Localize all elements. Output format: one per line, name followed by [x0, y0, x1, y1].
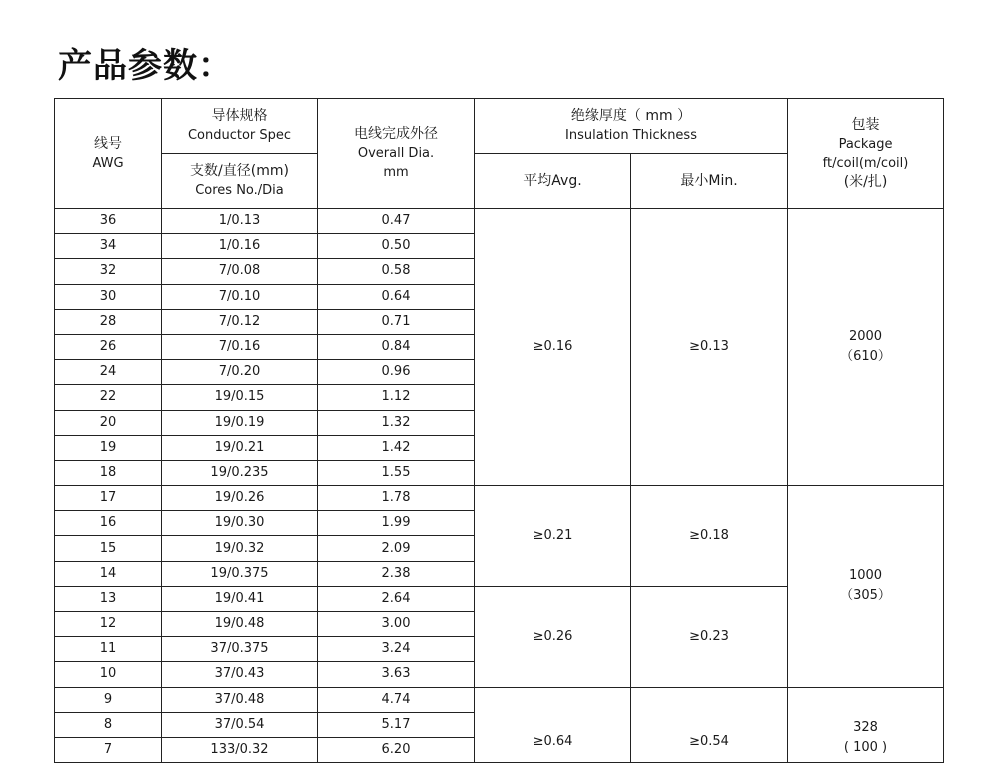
cell-awg: 7: [55, 737, 162, 762]
cell-spec: 37/0.43: [162, 662, 318, 687]
cell-spec: 1/0.16: [162, 234, 318, 259]
cell-awg: 17: [55, 486, 162, 511]
cell-package: 2000 （610）: [788, 209, 944, 486]
header-insulation-avg: 平均Avg.: [475, 154, 631, 209]
cell-spec: 7/0.20: [162, 360, 318, 385]
header-awg: 线号 AWG: [55, 99, 162, 209]
cell-dia: 1.42: [318, 435, 475, 460]
cell-spec: 19/0.26: [162, 486, 318, 511]
table-row: [55, 687, 944, 712]
cell-spec: 1/0.13: [162, 209, 318, 234]
cell-spec: 19/0.48: [162, 612, 318, 637]
header-insulation-thickness: 绝缘厚度（ mm ） Insulation Thickness: [475, 99, 788, 154]
cell-awg: 8: [55, 712, 162, 737]
cell-dia: 6.20: [318, 737, 475, 762]
cell-spec: 19/0.30: [162, 511, 318, 536]
cell-dia: 0.47: [318, 209, 475, 234]
product-spec-table: [54, 98, 944, 763]
cell-awg: 11: [55, 637, 162, 662]
cell-dia: 0.71: [318, 309, 475, 334]
cell-awg: 10: [55, 662, 162, 687]
cell-insulation-min: ≥0.23: [631, 586, 788, 687]
cell-awg: 18: [55, 460, 162, 485]
cell-awg: 20: [55, 410, 162, 435]
cell-awg: 9: [55, 687, 162, 712]
cell-dia: 1.12: [318, 385, 475, 410]
cell-spec: 19/0.21: [162, 435, 318, 460]
cell-dia: 5.17: [318, 712, 475, 737]
cell-awg: 34: [55, 234, 162, 259]
cell-dia: 2.64: [318, 586, 475, 611]
cell-awg: 14: [55, 561, 162, 586]
cell-dia: 2.09: [318, 536, 475, 561]
cell-spec: 19/0.15: [162, 385, 318, 410]
cell-insulation-min: ≥0.54: [631, 687, 788, 763]
cell-insulation-min: ≥0.18: [631, 486, 788, 587]
table-row: [55, 209, 944, 234]
cell-awg: 28: [55, 309, 162, 334]
cell-dia: 3.24: [318, 637, 475, 662]
cell-insulation-avg: ≥0.16: [475, 209, 631, 486]
cell-awg: 16: [55, 511, 162, 536]
cell-dia: 2.38: [318, 561, 475, 586]
cell-insulation-avg: ≥0.26: [475, 586, 631, 687]
cell-spec: 7/0.12: [162, 309, 318, 334]
cell-awg: 13: [55, 586, 162, 611]
cell-spec: 37/0.375: [162, 637, 318, 662]
cell-spec: 7/0.16: [162, 334, 318, 359]
cell-insulation-avg: ≥0.21: [475, 486, 631, 587]
cell-spec: 37/0.48: [162, 687, 318, 712]
cell-spec: 7/0.08: [162, 259, 318, 284]
cell-awg: 12: [55, 612, 162, 637]
cell-dia: 3.00: [318, 612, 475, 637]
cell-awg: 15: [55, 536, 162, 561]
cell-package: 328 ( 100 ): [788, 687, 944, 763]
cell-dia: 1.55: [318, 460, 475, 485]
cell-spec: 37/0.54: [162, 712, 318, 737]
cell-insulation-min: ≥0.13: [631, 209, 788, 486]
cell-dia: 0.58: [318, 259, 475, 284]
header-package: 包装 Package ft/coil(m/coil) (米/扎): [788, 99, 944, 209]
cell-awg: 36: [55, 209, 162, 234]
cell-dia: 0.96: [318, 360, 475, 385]
cell-awg: 22: [55, 385, 162, 410]
page-title: 产品参数：: [58, 46, 233, 86]
cell-spec: 133/0.32: [162, 737, 318, 762]
cell-package: 1000 （305）: [788, 486, 944, 688]
header-conductor-spec: 导体规格 Conductor Spec: [162, 99, 318, 154]
cell-spec: 7/0.10: [162, 284, 318, 309]
header-cores-dia: 支数/直径(mm) Cores No./Dia: [162, 154, 318, 209]
cell-dia: 0.84: [318, 334, 475, 359]
cell-dia: 4.74: [318, 687, 475, 712]
cell-awg: 24: [55, 360, 162, 385]
cell-dia: 0.50: [318, 234, 475, 259]
cell-awg: 26: [55, 334, 162, 359]
cell-awg: 32: [55, 259, 162, 284]
cell-awg: 30: [55, 284, 162, 309]
cell-spec: 19/0.235: [162, 460, 318, 485]
cell-spec: 19/0.32: [162, 536, 318, 561]
cell-spec: 19/0.19: [162, 410, 318, 435]
cell-dia: 3.63: [318, 662, 475, 687]
cell-spec: 19/0.41: [162, 586, 318, 611]
table-row: [55, 486, 944, 511]
cell-insulation-avg: ≥0.64: [475, 687, 631, 763]
cell-dia: 1.78: [318, 486, 475, 511]
header-overall-dia: 电线完成外径 Overall Dia. mm: [318, 99, 475, 209]
cell-spec: 19/0.375: [162, 561, 318, 586]
cell-awg: 19: [55, 435, 162, 460]
cell-dia: 1.32: [318, 410, 475, 435]
cell-dia: 0.64: [318, 284, 475, 309]
cell-dia: 1.99: [318, 511, 475, 536]
header-insulation-min: 最小Min.: [631, 154, 788, 209]
